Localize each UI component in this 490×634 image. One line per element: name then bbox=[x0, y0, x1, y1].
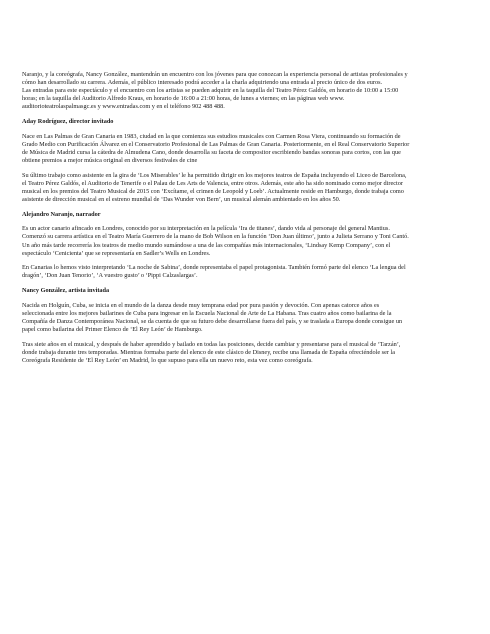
text-line: auditorioteatrolaspalmasgc.es y www.entradas.com y en el teléfono 902 488 488. bbox=[22, 103, 225, 111]
text-line: el Teatro Pérez Galdós, el Auditorio de Tenerife o el Palau de Les Arts de Valencia, entre otros. Además, este año ha sido nominado como mejor director bbox=[22, 179, 403, 187]
text-line: de Música de Madrid cursa la cátedra de Almudena Cano, donde desarrolla su faceta de compositor escribiendo bandas sonoras para cortos, con las que bbox=[22, 148, 401, 156]
text-line: obtiene premios a mejor música original en diversos festivales de cine bbox=[22, 157, 198, 165]
text-line: papel como bailarina del Primer Elenco de ‘El Rey León’ de Hamburgo. bbox=[22, 326, 203, 334]
text-line: horas; en la taquilla del Auditorio Alfredo Kraus, en horario de 16:00 a 21:00 horas, de lunes a viernes; en las páginas web www. bbox=[22, 95, 345, 103]
text-line: Nace en Las Palmas de Gran Canaria en 1983, ciudad en la que comienza sus estudios musicales con Carmen Rosa Viera, continuando su formación de bbox=[22, 132, 401, 140]
text-line: espectáculo ‘Cenicienta’ que se representaría en Sadler’s Wells en Londres. bbox=[22, 249, 211, 257]
text-line: donde trabaja durante tres temporadas. Mientras formaba parte del elenco de este clásico de Disney, recibe una llamada de España ofreciéndole ser la bbox=[22, 348, 396, 356]
text-line: asistente de dirección musical en el estreno mundial de ‘Das Wunder von Bern’, un musical alemán ambientado en los años 50. bbox=[22, 196, 341, 203]
text-line: cómo han desarrollado su carrera. Además, el público interesado podrá acceder a la charla adquiriendo una entrada al precio único de dos euros. bbox=[22, 79, 383, 87]
text-line: dragón’, ‘Don Juan Tenorio’, ‘A vuestro gusto’ o ‘Pippi Calzaslargas’. bbox=[22, 272, 198, 280]
section-heading-aday: Aday Rodríguez, director invitado bbox=[22, 118, 114, 126]
document-page bbox=[22, 71, 475, 372]
body-paragraph bbox=[22, 133, 475, 165]
text-line: Su último trabajo como asistente en la gira de ‘Los Miserables’ le ha permitido dirigir en los mejores teatros de España incluyendo el Liceo de Barcelona, bbox=[22, 171, 407, 179]
text-line: Coreógrafa Residente de ‘El Rey León’ en Madrid, lo que supuso para ella un nuevo reto, esta vez como coreógrafa. bbox=[22, 356, 313, 364]
text-line: Nacida en Holguín, Cuba, se inicia en el mundo de la danza desde muy temprana edad por pura pasión y devoción. Con apenas catorce años es bbox=[22, 301, 380, 309]
text-line: seleccionada entre los mejores bailarines de Cuba para ingresar en la Escuela Nacional de Arte de La Habana. Tras cuatro años como bailarina de la bbox=[22, 309, 392, 317]
body-paragraph bbox=[22, 341, 475, 365]
body-paragraph bbox=[22, 172, 475, 204]
text-line: Es un actor canario afincado en Londres, conocido por su interpretación en la película ‘Ira de titanes’, dando vida al personaje del general Mantius. bbox=[22, 225, 390, 233]
text-line: Naranjo, y la coreógrafa, Nancy González, mantendrán un encuentro con los jóvenes para que conozcan la experiencia personal de artistas profesionales y bbox=[22, 71, 408, 78]
text-line: Compañía de Danza Contemporánea Nacional, se da cuenta de que su futuro debe desarrollarse fuera del país, y se traslada a Europa donde consigue un bbox=[22, 318, 403, 325]
section-heading-alejandro: Alejandro Naranjo, narrador bbox=[22, 210, 101, 218]
intro-paragraph bbox=[22, 71, 475, 111]
body-paragraph bbox=[22, 264, 475, 280]
body-paragraph bbox=[22, 225, 475, 257]
text-line: En Canarias lo hemos visto interpretando ‘La noche de Sabina’, donde representaba el papel protagonista. También formó parte del elenco ‘La lengua del bbox=[22, 264, 406, 272]
text-line: Comenzó su carrera artística en el Teatro María Guerrero de la mano de Bob Wilson en la función ‘Don Juan último’, junto a Julieta Serrano y Toni Cantó. bbox=[22, 233, 409, 241]
text-line: Grado Medio con Purificación Álvarez en el Conservatorio Profesional de Las Palmas de Gran Canaria. Posteriormente, en el Real Conservatorio Superior bbox=[22, 140, 410, 148]
body-paragraph bbox=[22, 302, 475, 334]
text-line: Las entradas para este espectáculo y el encuentro con los artistas se pueden adquirir en la taquilla del Teatro Pérez Galdós, en horario de 10:00 a 15:00 bbox=[22, 87, 399, 95]
section-heading-nancy: Nancy González, artista invitada bbox=[22, 287, 110, 295]
text-line: Tras siete años en el musical, y después de haber aprendido y bailado en todas las posiciones, decide cambiar y presentarse para el musical de ‘Tarzán’, bbox=[22, 340, 401, 348]
text-line: Un año más tarde recorrería los teatros de medio mundo sumándose a una de las compañías más internacionales, ‘Lindsay Kemp Company’, con el bbox=[22, 241, 391, 249]
text-line: musical en los premios del Teatro Musical de 2015 con ‘Excítame, el crimen de Leopold y Loeb’. Actualmente reside en Hamburgo, donde trabaja como bbox=[22, 187, 404, 195]
